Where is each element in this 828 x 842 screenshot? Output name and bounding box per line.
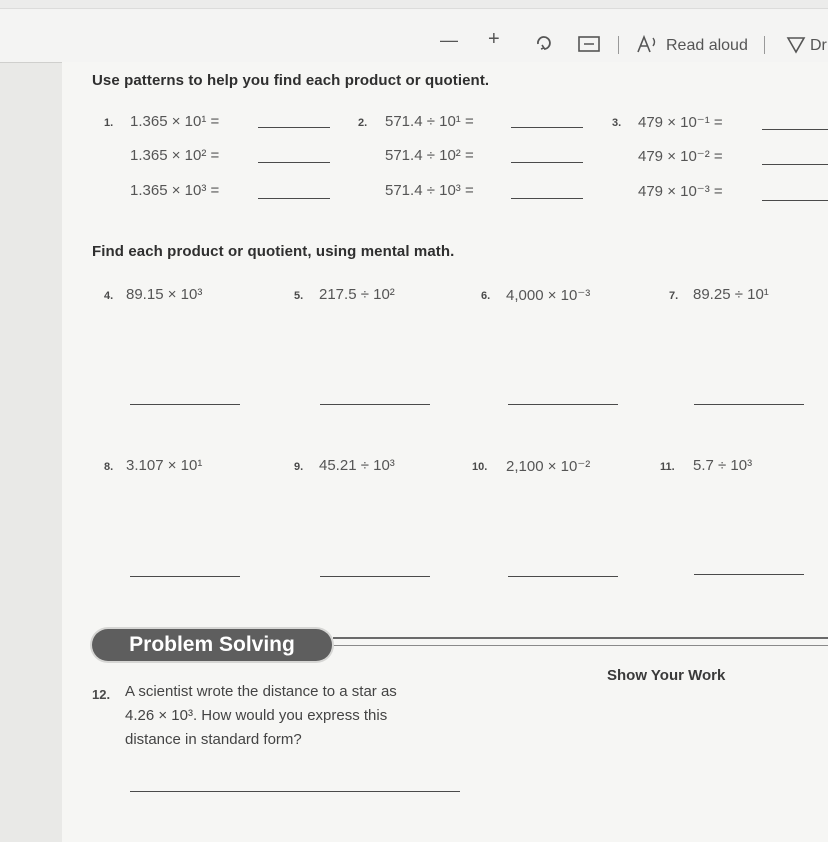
problem-expression: 479 × 10⁻¹ = bbox=[638, 114, 723, 131]
answer-blank[interactable] bbox=[508, 576, 618, 577]
answer-blank[interactable] bbox=[508, 404, 618, 405]
answer-blank[interactable] bbox=[762, 200, 828, 201]
problem-solving-header: Problem Solving bbox=[92, 629, 332, 661]
problem-number: 7. bbox=[669, 290, 679, 302]
section2-instruction: Find each product or quotient, using mental math. bbox=[92, 243, 455, 260]
answer-blank[interactable] bbox=[130, 576, 240, 577]
problem-expression: 217.5 ÷ 10² bbox=[319, 286, 395, 303]
problem-number: 5. bbox=[294, 290, 304, 302]
section1-instruction: Use patterns to help you find each product or quotient. bbox=[92, 72, 490, 89]
problem-expression: 571.4 ÷ 10¹ = bbox=[385, 113, 474, 130]
toolbar-divider bbox=[764, 36, 765, 54]
answer-blank[interactable] bbox=[320, 576, 430, 577]
problem-number: 6. bbox=[481, 290, 491, 302]
problem-number: 4. bbox=[104, 290, 114, 302]
problem-expression: 1.365 × 10² = bbox=[130, 147, 220, 164]
answer-blank[interactable] bbox=[762, 164, 828, 165]
problem-expression: 571.4 ÷ 10² = bbox=[385, 147, 474, 164]
read-aloud-button[interactable]: Read aloud bbox=[666, 37, 748, 54]
problem-number: 11. bbox=[660, 461, 675, 473]
show-your-work-label: Show Your Work bbox=[607, 667, 726, 684]
fit-page-icon[interactable] bbox=[578, 36, 600, 57]
section-rule bbox=[333, 637, 828, 639]
problem-expression: 89.15 × 10³ bbox=[126, 286, 203, 303]
problem-number: 3. bbox=[612, 117, 622, 129]
answer-blank[interactable] bbox=[762, 129, 828, 130]
problem-expression: 479 × 10⁻² = bbox=[638, 148, 723, 165]
answer-blank[interactable] bbox=[130, 404, 240, 405]
answer-blank[interactable] bbox=[258, 162, 330, 163]
answer-blank[interactable] bbox=[511, 198, 583, 199]
problem-expression: 89.25 ÷ 10¹ bbox=[693, 286, 769, 303]
problem-number: 10. bbox=[472, 461, 488, 473]
word-problem-line: A scientist wrote the distance to a star as bbox=[125, 683, 397, 700]
word-problem-line: 4.26 × 10³. How would you express this bbox=[125, 707, 388, 724]
draw-icon[interactable] bbox=[786, 36, 806, 59]
draw-button[interactable]: Dr bbox=[810, 37, 827, 54]
answer-blank[interactable] bbox=[258, 127, 330, 128]
zoom-in-button[interactable]: + bbox=[488, 28, 500, 50]
answer-blank[interactable] bbox=[694, 404, 804, 405]
problem-number: 2. bbox=[358, 117, 368, 129]
word-problem-line: distance in standard form? bbox=[125, 731, 302, 748]
problem-expression: 479 × 10⁻³ = bbox=[638, 183, 723, 200]
problem-number: 9. bbox=[294, 461, 304, 473]
reader-toolbar bbox=[0, 0, 828, 63]
answer-blank[interactable] bbox=[694, 574, 804, 575]
problem-expression: 2,100 × 10⁻² bbox=[506, 458, 591, 475]
read-aloud-icon[interactable] bbox=[636, 34, 660, 59]
problem-expression: 45.21 ÷ 10³ bbox=[319, 457, 395, 474]
toolbar-divider bbox=[618, 36, 619, 54]
zoom-out-button[interactable]: — bbox=[440, 30, 458, 50]
problem-expression: 5.7 ÷ 10³ bbox=[693, 457, 753, 474]
problem-expression: 4,000 × 10⁻³ bbox=[506, 287, 591, 304]
answer-blank[interactable] bbox=[320, 404, 430, 405]
answer-blank[interactable] bbox=[511, 127, 583, 128]
problem-expression: 571.4 ÷ 10³ = bbox=[385, 182, 474, 199]
answer-blank[interactable] bbox=[258, 198, 330, 199]
section-rule bbox=[333, 645, 828, 646]
problem-expression: 1.365 × 10¹ = bbox=[130, 113, 220, 130]
problem-number: 1. bbox=[104, 117, 114, 129]
problem-expression: 3.107 × 10¹ bbox=[126, 457, 203, 474]
answer-blank[interactable] bbox=[130, 791, 460, 792]
problem-expression: 1.365 × 10³ = bbox=[130, 182, 220, 199]
answer-blank[interactable] bbox=[511, 162, 583, 163]
reset-zoom-icon[interactable] bbox=[533, 32, 555, 59]
problem-number: 8. bbox=[104, 461, 114, 473]
problem-number: 12. bbox=[92, 687, 111, 702]
window-top-edge bbox=[0, 0, 828, 9]
